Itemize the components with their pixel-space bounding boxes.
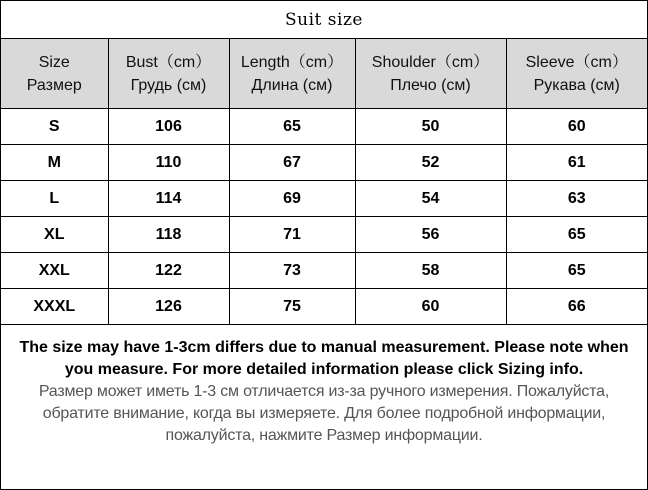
cell-size: XL bbox=[1, 217, 108, 253]
size-table bbox=[1, 39, 647, 325]
cell-shoulder: 50 bbox=[355, 109, 506, 145]
table-row bbox=[1, 289, 647, 325]
cell-bust: 122 bbox=[108, 253, 229, 289]
cell-size: XXL bbox=[1, 253, 108, 289]
cell-sleeve: 61 bbox=[506, 145, 647, 181]
cell-bust: 118 bbox=[108, 217, 229, 253]
header-size bbox=[1, 39, 108, 109]
cell-length: 69 bbox=[229, 181, 355, 217]
cell-shoulder: 58 bbox=[355, 253, 506, 289]
cell-shoulder: 56 bbox=[355, 217, 506, 253]
header-shoulder-en: Shoulder（cm） bbox=[371, 53, 490, 71]
cell-sleeve: 66 bbox=[506, 289, 647, 325]
table-row bbox=[1, 145, 647, 181]
table-row bbox=[1, 181, 647, 217]
cell-bust: 126 bbox=[108, 289, 229, 325]
cell-bust: 114 bbox=[108, 181, 229, 217]
table-row bbox=[1, 217, 647, 253]
cell-shoulder: 52 bbox=[355, 145, 506, 181]
cell-size: XXXL bbox=[1, 289, 108, 325]
cell-bust: 110 bbox=[108, 145, 229, 181]
cell-length: 67 bbox=[229, 145, 355, 181]
cell-sleeve: 65 bbox=[506, 253, 647, 289]
cell-sleeve: 60 bbox=[506, 109, 647, 145]
header-size-en: Size bbox=[38, 53, 70, 71]
note-russian: Размер может иметь 1-3 см отличается из-за ручного измерения. Пожалуйста, обратите внимание, когда вы измеряете. Для более подробной информации, пожалуйста, нажмите Размер информации. bbox=[38, 383, 610, 444]
cell-shoulder: 54 bbox=[355, 181, 506, 217]
cell-length: 73 bbox=[229, 253, 355, 289]
header-sleeve bbox=[506, 39, 647, 109]
chart-title: Suit size bbox=[1, 1, 647, 39]
table-row bbox=[1, 253, 647, 289]
header-sleeve-en: Sleeve（cm） bbox=[525, 53, 628, 71]
cell-size: M bbox=[1, 145, 108, 181]
header-shoulder-ru: Плечо (см) bbox=[390, 76, 471, 94]
header-length-ru: Длина (см) bbox=[251, 76, 333, 94]
measurement-note bbox=[1, 321, 647, 489]
cell-length: 75 bbox=[229, 289, 355, 325]
cell-bust: 106 bbox=[108, 109, 229, 145]
cell-size: L bbox=[1, 181, 108, 217]
header-bust-ru: Грудь (см) bbox=[130, 76, 207, 94]
cell-sleeve: 65 bbox=[506, 217, 647, 253]
table-header-row bbox=[1, 39, 647, 109]
header-bust bbox=[108, 39, 229, 109]
header-size-ru: Размер bbox=[26, 76, 82, 94]
header-length bbox=[229, 39, 355, 109]
cell-length: 71 bbox=[229, 217, 355, 253]
header-bust-en: Bust（cm） bbox=[125, 53, 212, 71]
cell-sleeve: 63 bbox=[506, 181, 647, 217]
cell-size: S bbox=[1, 109, 108, 145]
header-shoulder bbox=[355, 39, 506, 109]
cell-length: 65 bbox=[229, 109, 355, 145]
cell-shoulder: 60 bbox=[355, 289, 506, 325]
note-english: The size may have 1-3cm differs due to manual measurement. Please note when you measure. For more detailed information please click Sizing info. bbox=[19, 339, 629, 378]
header-sleeve-ru: Рукава (см) bbox=[533, 76, 620, 94]
header-length-en: Length（cm） bbox=[240, 53, 344, 71]
table-row bbox=[1, 109, 647, 145]
